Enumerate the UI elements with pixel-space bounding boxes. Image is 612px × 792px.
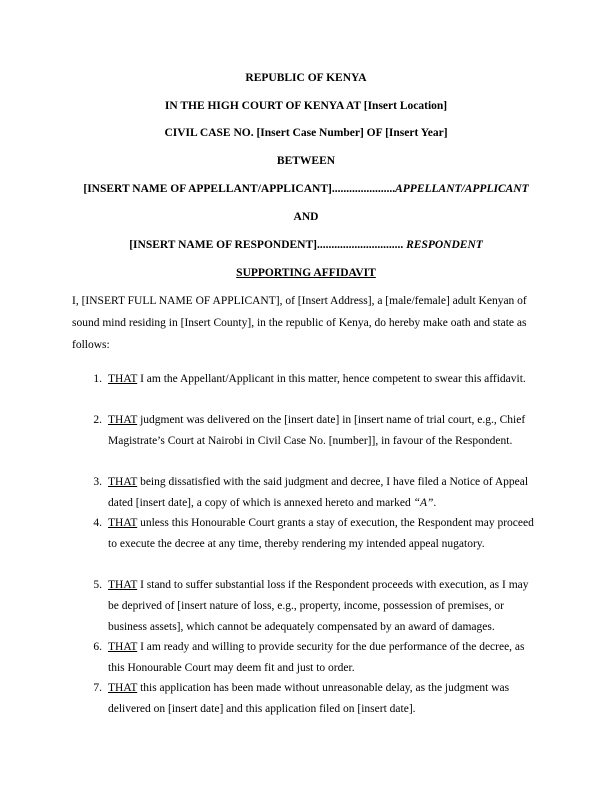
item-body: this application has been made without unreasonable delay, as the judgment was delivered on [insert date] and this application filed on [insert date]. — [108, 682, 510, 715]
heading-between: BETWEEN — [276, 155, 336, 167]
item-text — [108, 472, 540, 514]
item-body: I stand to suffer substantial loss if the Respondent proceeds with execution, as I may be deprived of [insert nature of loss, e.g., property, income, possession of premises, or business assets], which cannot be adequately compensated by an award of damages. — [108, 579, 529, 633]
item-lead: THAT — [108, 682, 138, 694]
annex-mark: “A” — [413, 496, 434, 509]
party-appellant-line — [0, 183, 612, 195]
respondent-role: RESPONDENT — [406, 239, 483, 251]
item-number: 3. — [93, 476, 102, 488]
item-body: being dissatisfied with the said judgment and decree, I have filed a Notice of Appeal dated [insert date], a copy of which is annexed hereto and marked — [108, 476, 529, 509]
appellant-name: [INSERT NAME OF APPELLANT/APPLICANT]...................... — [83, 183, 396, 195]
item-number: 1. — [93, 373, 102, 385]
item-text — [108, 513, 540, 555]
item-lead: THAT — [108, 579, 138, 591]
heading-court: IN THE HIGH COURT OF KENYA AT [Insert Location] — [164, 100, 448, 112]
item-number: 4. — [93, 517, 102, 529]
item-end: . — [433, 496, 437, 509]
respondent-name: [INSERT NAME OF RESPONDENT].............................. — [129, 239, 407, 251]
item-number: 6. — [93, 641, 102, 653]
item-body: unless this Honourable Court grants a stay of execution, the Respondent may proceed to execute the decree at any time, thereby rendering my intended appeal nugatory. — [108, 517, 534, 550]
heading-case-number: CIVIL CASE NO. [Insert Case Number] OF [Insert Year] — [164, 127, 448, 139]
document-title: SUPPORTING AFFIDAVIT — [236, 267, 376, 279]
item-body: I am ready and willing to provide security for the due performance of the decree, as this Honourable Court may deem fit and just to order. — [108, 641, 525, 674]
item-text — [108, 410, 540, 452]
item-body: I am the Appellant/Applicant in this matter, hence competent to swear this affidavit. — [137, 373, 526, 385]
appellant-role: APPELLANT/APPLICANT — [395, 183, 529, 195]
item-text — [108, 369, 540, 390]
party-respondent-line — [0, 239, 612, 251]
item-lead: THAT — [108, 641, 138, 653]
item-text — [108, 678, 540, 720]
item-body: judgment was delivered on the [insert date] in [insert name of trial court, e.g., Chief Magistrate’s Court at Nairobi in Civil Case No. [number]], in favour of the Respondent. — [108, 414, 526, 447]
item-text — [108, 637, 540, 679]
intro-paragraph: I, [INSERT FULL NAME OF APPLICANT], of [Insert Address], a [male/female] adult Kenyan of sound mind residing in [Insert County], in the republic of Kenya, do hereby make oath and state as follows: — [72, 295, 527, 351]
item-number: 2. — [93, 414, 102, 426]
item-number: 5. — [93, 579, 102, 591]
item-lead: THAT — [108, 476, 138, 488]
item-lead: THAT — [108, 517, 138, 529]
item-text — [108, 575, 540, 637]
heading-country: REPUBLIC OF KENYA — [245, 72, 367, 84]
item-number: 7. — [93, 682, 102, 694]
item-lead: THAT — [108, 414, 138, 426]
item-lead: THAT — [108, 373, 138, 385]
heading-and: AND — [293, 211, 319, 223]
